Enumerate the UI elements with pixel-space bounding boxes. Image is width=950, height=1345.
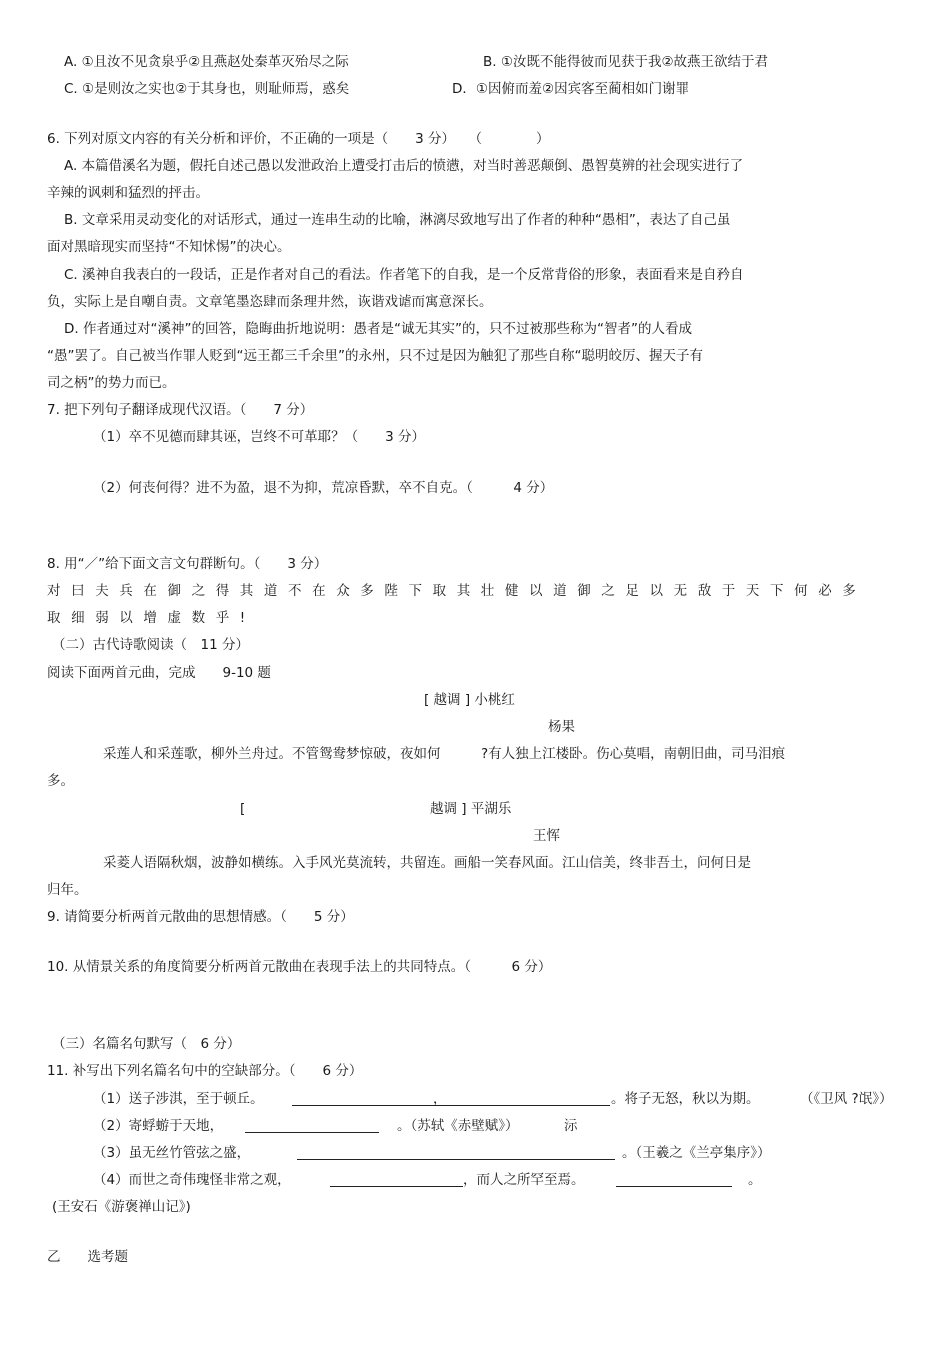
q11-item2-blank[interactable] bbox=[245, 1118, 379, 1133]
section-b-title: 乙 选考题 bbox=[47, 1249, 128, 1265]
q9-stem: 9. 请简要分析两首元散曲的思想情感。（ 5 分） bbox=[47, 909, 354, 925]
q8-text-line1: 对曰夫兵在御之得其道不在众多陛下取其壮健以道御之足以无敌于天下何必多 bbox=[47, 583, 867, 599]
q6-option-d-line1: D. 作者通过对“溪神”的回答，隐晦曲折地说明：愚者是“诚无其实”的，只不过被那些称为“智者”的人看成 bbox=[64, 321, 692, 337]
q6-stem: 6. 下列对原文内容的有关分析和评价，不正确的一项是（ 3 分） （ ） bbox=[47, 131, 550, 147]
q11-item4-end: 。 bbox=[748, 1172, 762, 1188]
q6-option-b-line2: 面对黑暗现实而坚持“不知怵惕”的决心。 bbox=[47, 239, 291, 255]
q11-item4-start: （4）而世之奇伟瑰怪非常之观， bbox=[93, 1172, 291, 1188]
q11-item4-blank1[interactable] bbox=[330, 1172, 463, 1187]
q6-option-a-line2: 辛辣的讽刺和猛烈的抨击。 bbox=[47, 185, 209, 201]
q6-option-c-line1: C. 溪神自我表白的一段话，正是作者对自己的看法。作者笔下的自我，是一个反常背俗的形象，表面看来是自矜自 bbox=[64, 267, 744, 283]
q5-option-d: D．①因俯而羞②因宾客至蔺相如门谢罪 bbox=[452, 81, 690, 97]
q6-option-d-line3: 司之柄”的势力而已。 bbox=[47, 375, 176, 391]
q11-item4-source: (王安石《游褒禅山记》) bbox=[52, 1199, 191, 1215]
q6-option-d-line2: “愚”罢了。自己被当作罪人贬到“远王都三千余里”的永州，只不过是因为触犯了那些自称“聪明皎厉、握天子有 bbox=[47, 348, 703, 364]
poem2-line1: 采菱人语隔秋烟，波静如横练。入手风光莫流转，共留连。画船一笑春风面。江山信美，终非吾土，问何日是 bbox=[103, 855, 751, 871]
q11-item2-stray-char: 沶 bbox=[564, 1118, 578, 1134]
q11-item1-source: （《卫风 ?氓》） bbox=[800, 1091, 893, 1107]
q11-item1-start: （1）送子涉淇，至于顿丘。 bbox=[93, 1091, 264, 1107]
q8-text-line2: 取细弱以增虚数乎! bbox=[47, 610, 256, 626]
q5-option-c: C. ①是则汝之实也②于其身也，则耻师焉，惑矣 bbox=[64, 81, 350, 97]
q10-stem: 10. 从情景关系的角度简要分析两首元散曲在表现手法上的共同特点。（ 6 分） bbox=[47, 959, 552, 975]
poem2-bracket: [ bbox=[240, 801, 246, 817]
poem2-line2: 归年。 bbox=[47, 882, 88, 898]
poem1-author: 杨果 bbox=[548, 719, 575, 735]
poem1-line2: 多。 bbox=[47, 773, 74, 789]
q7-stem: 7. 把下列句子翻译成现代汉语。（ 7 分） bbox=[47, 402, 314, 418]
section2-intro: 阅读下面两首元曲，完成 9-10 题 bbox=[47, 665, 271, 681]
section2-title: （二）古代诗歌阅读（ 11 分） bbox=[52, 637, 249, 653]
q7-sentence-2: （2）何丧何得？进不为盈，退不为抑，荒凉昏默，卒不自克。（ 4 分） bbox=[93, 480, 554, 496]
poem2-title: 越调 ] 平湖乐 bbox=[430, 801, 512, 817]
poem2-author: 王恽 bbox=[533, 828, 560, 844]
q5-option-b: B. ①汝既不能得彼而见获于我②故燕王欲结于君 bbox=[483, 54, 769, 70]
q11-item4-middle: ，而人之所罕至焉。 bbox=[463, 1172, 585, 1188]
q11-item2-end: 。（苏轼《赤壁赋》） bbox=[397, 1118, 519, 1134]
poem1-title: [ 越调 ] 小桃红 bbox=[424, 692, 515, 708]
q11-item1-blank[interactable] bbox=[292, 1091, 610, 1106]
section3-title: （三）名篇名句默写（ 6 分） bbox=[52, 1036, 241, 1052]
q11-item4-blank2[interactable] bbox=[616, 1172, 732, 1187]
q8-stem: 8. 用“／”给下面文言文句群断句。（ 3 分） bbox=[47, 556, 328, 572]
q6-option-a-line1: A. 本篇借溪名为题，假托自述己愚以发泄政治上遭受打击后的愤懑，对当时善恶颠倒、愚智莫辨的社会现实进行了 bbox=[64, 158, 744, 174]
q5-option-a: A. ①且汝不见贪泉乎②且燕赵处秦革灭殆尽之际 bbox=[64, 54, 349, 70]
poem1-line1: 采莲人和采莲歌，柳外兰舟过。不管鸳鸯梦惊破，夜如何 ?有人独上江楼卧。伤心莫唱，南朝旧曲，司马泪痕 bbox=[103, 746, 786, 762]
q11-stem: 11. 补写出下列名篇名句中的空缺部分。（ 6 分） bbox=[47, 1063, 363, 1079]
q7-sentence-1: （1）卒不见德而肆其诬，岂终不可革耶？（ 3 分） bbox=[93, 429, 425, 445]
q11-item1-comma: ， bbox=[433, 1091, 447, 1107]
q11-item2-start: （2）寄蜉蝣于天地， bbox=[93, 1118, 224, 1134]
q11-item3-start: （3）虽无丝竹管弦之盛， bbox=[93, 1145, 251, 1161]
q11-item3-end: 。（王羲之《兰亭集序》） bbox=[622, 1145, 771, 1161]
q6-option-b-line1: B. 文章采用灵动变化的对话形式，通过一连串生动的比喻，淋漓尽致地写出了作者的种种“愚相”，表达了自己虽 bbox=[64, 212, 731, 228]
q11-item3-blank[interactable] bbox=[297, 1145, 615, 1160]
q6-option-c-line2: 负，实际上是自嘲自责。文章笔墨恣肆而条理井然，诙谐戏谑而寓意深长。 bbox=[47, 294, 493, 310]
q11-item1-end: 。将子无怒，秋以为期。 bbox=[611, 1091, 760, 1107]
